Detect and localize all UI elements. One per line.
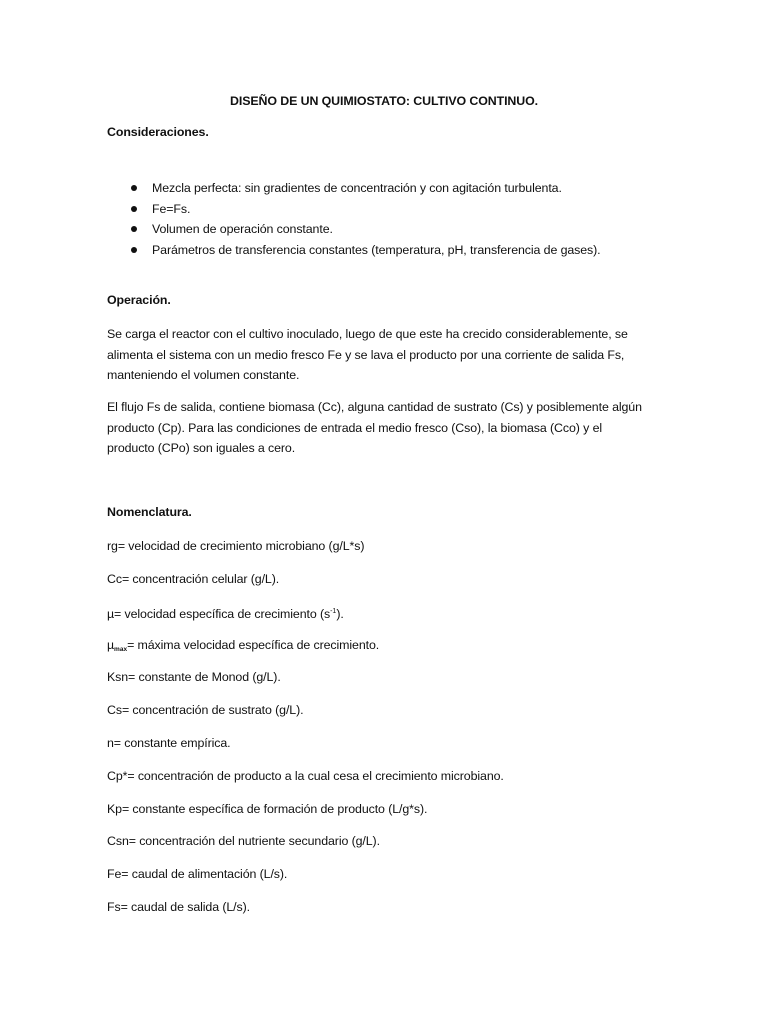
nomenclature-heading: Nomenclatura. xyxy=(107,505,192,519)
nomenclature-mumax xyxy=(107,637,379,658)
bullet-icon xyxy=(131,226,137,232)
list-item xyxy=(107,240,601,261)
paragraph-line: manteniendo el volumen constante. xyxy=(107,368,300,382)
bullet-icon xyxy=(131,247,137,253)
bullet-icon xyxy=(131,185,137,191)
nomenclature-n: n= constante empírica. xyxy=(107,736,231,750)
considerations-list xyxy=(107,178,601,260)
nomenclature-cc: Cc= concentración celular (g/L). xyxy=(107,572,280,586)
consideration-text: Parámetros de transferencia constantes (temperatura, pH, transferencia de gases). xyxy=(152,242,601,257)
mu-suffix: ). xyxy=(336,607,344,621)
paragraph-line: Se carga el reactor con el cultivo inoculado, luego de que este ha crecido considerablemente, se xyxy=(107,327,628,341)
paragraph-line: producto (CPo) son iguales a cero. xyxy=(107,441,296,455)
consideration-text: Mezcla perfecta: sin gradientes de concentración y con agitación turbulenta. xyxy=(152,181,562,195)
list-item xyxy=(107,178,601,199)
operation-paragraph-2 xyxy=(107,397,667,459)
mumax-text: = máxima velocidad específica de crecimiento. xyxy=(127,638,380,652)
nomenclature-rg: rg= velocidad de crecimiento microbiano (g/L*s) xyxy=(107,539,365,553)
list-item xyxy=(107,199,601,220)
bullet-icon xyxy=(131,206,137,212)
nomenclature-cpstar: Cp*= concentración de producto a la cual cesa el crecimiento microbiano. xyxy=(107,769,504,783)
list-item xyxy=(107,219,601,240)
nomenclature-kp: Kp= constante específica de formación de producto (L/g*s). xyxy=(107,802,428,816)
nomenclature-fs: Fs= caudal de salida (L/s). xyxy=(107,900,250,914)
nomenclature-mu xyxy=(107,604,344,622)
mu-text: µ= velocidad específica de crecimiento (s xyxy=(107,607,331,621)
document-title: DISEÑO DE UN QUIMIOSTATO: CULTIVO CONTINUO. xyxy=(230,94,538,108)
mumax-subscript: max xyxy=(114,646,128,653)
paragraph-line: producto (Cp). Para las condiciones de entrada el medio fresco (Cso), la biomasa (Cco) y el xyxy=(107,420,603,435)
paragraph-line: El flujo Fs de salida, contiene biomasa (Cc), alguna cantidad de sustrato (Cs) y posiblemente algún xyxy=(107,400,642,414)
consideration-text: Volumen de operación constante. xyxy=(152,222,333,236)
paragraph-line: alimenta el sistema con un medio fresco Fe y se lava el producto por una corriente de salida Fs, xyxy=(107,347,625,362)
nomenclature-ksn: Ksn= constante de Monod (g/L). xyxy=(107,670,281,684)
mumax-symbol: µ xyxy=(107,638,115,652)
nomenclature-csn: Csn= concentración del nutriente secundario (g/L). xyxy=(107,834,380,848)
nomenclature-fe: Fe= caudal de alimentación (L/s). xyxy=(107,867,288,881)
operation-paragraph-1 xyxy=(107,324,667,386)
operation-heading: Operación. xyxy=(107,293,171,307)
mu-exponent: -1 xyxy=(330,608,337,615)
nomenclature-cs: Cs= concentración de sustrato (g/L). xyxy=(107,703,304,717)
considerations-heading: Consideraciones. xyxy=(107,125,209,139)
consideration-text: Fe=Fs. xyxy=(152,201,191,216)
